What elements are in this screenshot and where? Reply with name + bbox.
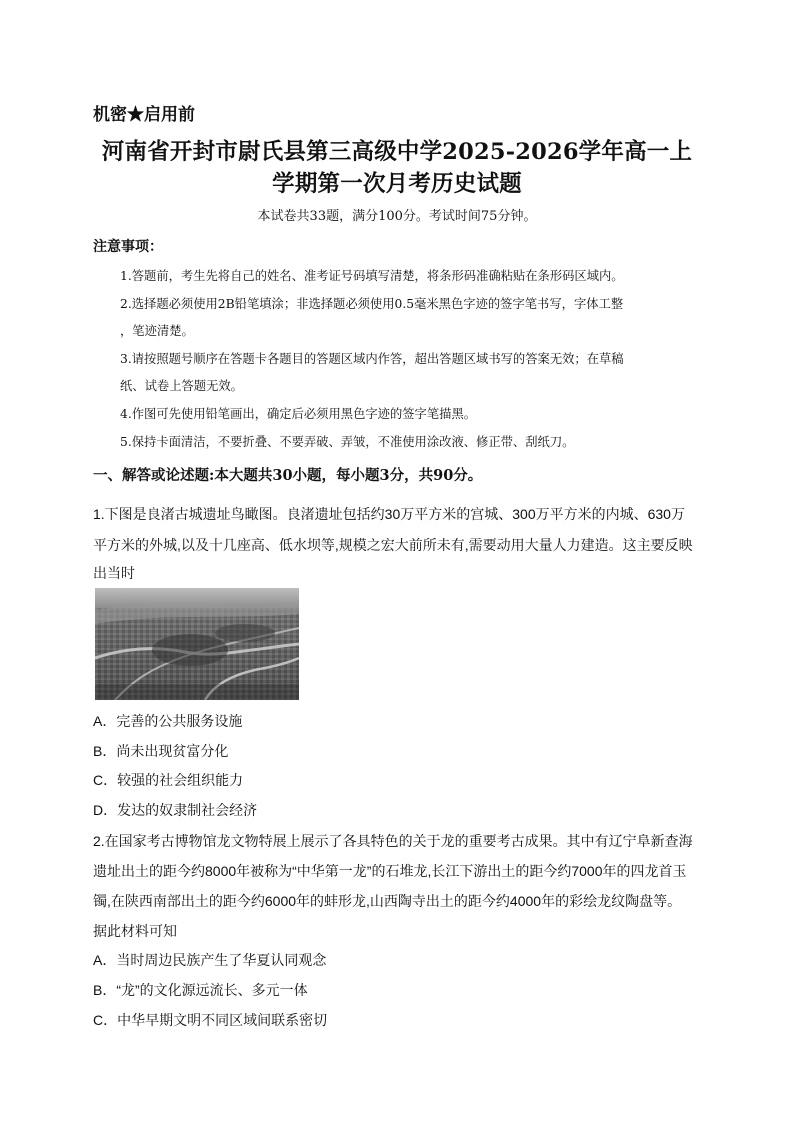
question-1-text-line: 平方米的外城,以及十几座高、低水坝等,规模之宏大前所未有,需要动用大量人力建造。这主要反映 <box>93 537 693 553</box>
notice-line: ，笔迹清楚。 <box>120 324 194 338</box>
notice-line: 3.请按照题号顺序在答题卡各题目的答题区域内作答，超出答题区域书写的答案无效；在草稿 <box>120 352 624 366</box>
exam-info: 本试卷共33题，满分100分。考试时间75分钟。 <box>257 209 537 224</box>
notice-line: 2.选择题必须使用2B铅笔填涂；非选择题必须使用0.5毫米黑色字迹的签字笔书写，字体工整 <box>120 297 624 311</box>
question-2-text-line: 镯,在陕西南部出土的距今约6000年的蚌形龙,山西陶寺出土的距今约4000年的彩绘龙纹陶盘等。 <box>93 893 682 909</box>
question-1-option-d: D．发达的奴隶制社会经济 <box>93 802 258 818</box>
exam-title-line-2: 学期第一次月考历史试题 <box>272 171 522 197</box>
section-heading: 一、解答或论述题:本大题共30小题，每小题3分，共90分。 <box>93 467 483 484</box>
question-2-option-c: C．中华早期文明不同区域间联系密切 <box>93 1012 328 1028</box>
notice-line: 1.答题前，考生先将自己的姓名、准考证号码填写清楚，将条形码准确粘贴在条形码区域内。 <box>120 269 624 283</box>
question-1-option-a: A．完善的公共服务设施 <box>93 713 243 729</box>
question-2-text-line: 2.在国家考古博物馆龙文物特展上展示了各具特色的关于龙的重要考古成果。其中有辽宁阜新查海 <box>93 833 693 849</box>
liangzhu-aerial-photo <box>95 588 299 700</box>
notice-line: 5.保持卡面清洁，不要折叠、不要弄破、弄皱，不准使用涂改液、修正带、刮纸刀。 <box>120 435 575 449</box>
notice-heading: 注意事项： <box>93 239 163 255</box>
notice-line: 4.作图可先使用铅笔画出，确定后必须用黑色字迹的签字笔描黑。 <box>120 407 477 421</box>
exam-title-line-1: 河南省开封市尉氏县第三高级中学2025-2026学年高一上 <box>101 139 693 165</box>
question-2-text-line: 据此材料可知 <box>93 923 177 939</box>
question-2-option-b: B．“龙”的文化源远流长、多元一体 <box>93 982 308 998</box>
question-1-option-c: C．较强的社会组织能力 <box>93 772 244 788</box>
question-1-option-b: B．尚未出现贫富分化 <box>93 743 229 759</box>
notice-line: 纸、试卷上答题无效。 <box>120 379 243 393</box>
question-1-text-line: 出当时 <box>93 565 135 581</box>
question-2-option-a: A．当时周边民族产生了华夏认同观念 <box>93 952 327 968</box>
question-1-text-line: 1.下图是良渚古城遗址鸟瞰图。良渚遗址包括约30万平方米的宫城、300万平方米的内城、630万 <box>93 506 685 522</box>
confidential-label: 机密★启用前 <box>93 105 195 125</box>
question-2-text-line: 遗址出土的距今约8000年被称为“中华第一龙”的石堆龙,长江下游出土的距今约7000年的四龙首玉 <box>93 863 687 879</box>
